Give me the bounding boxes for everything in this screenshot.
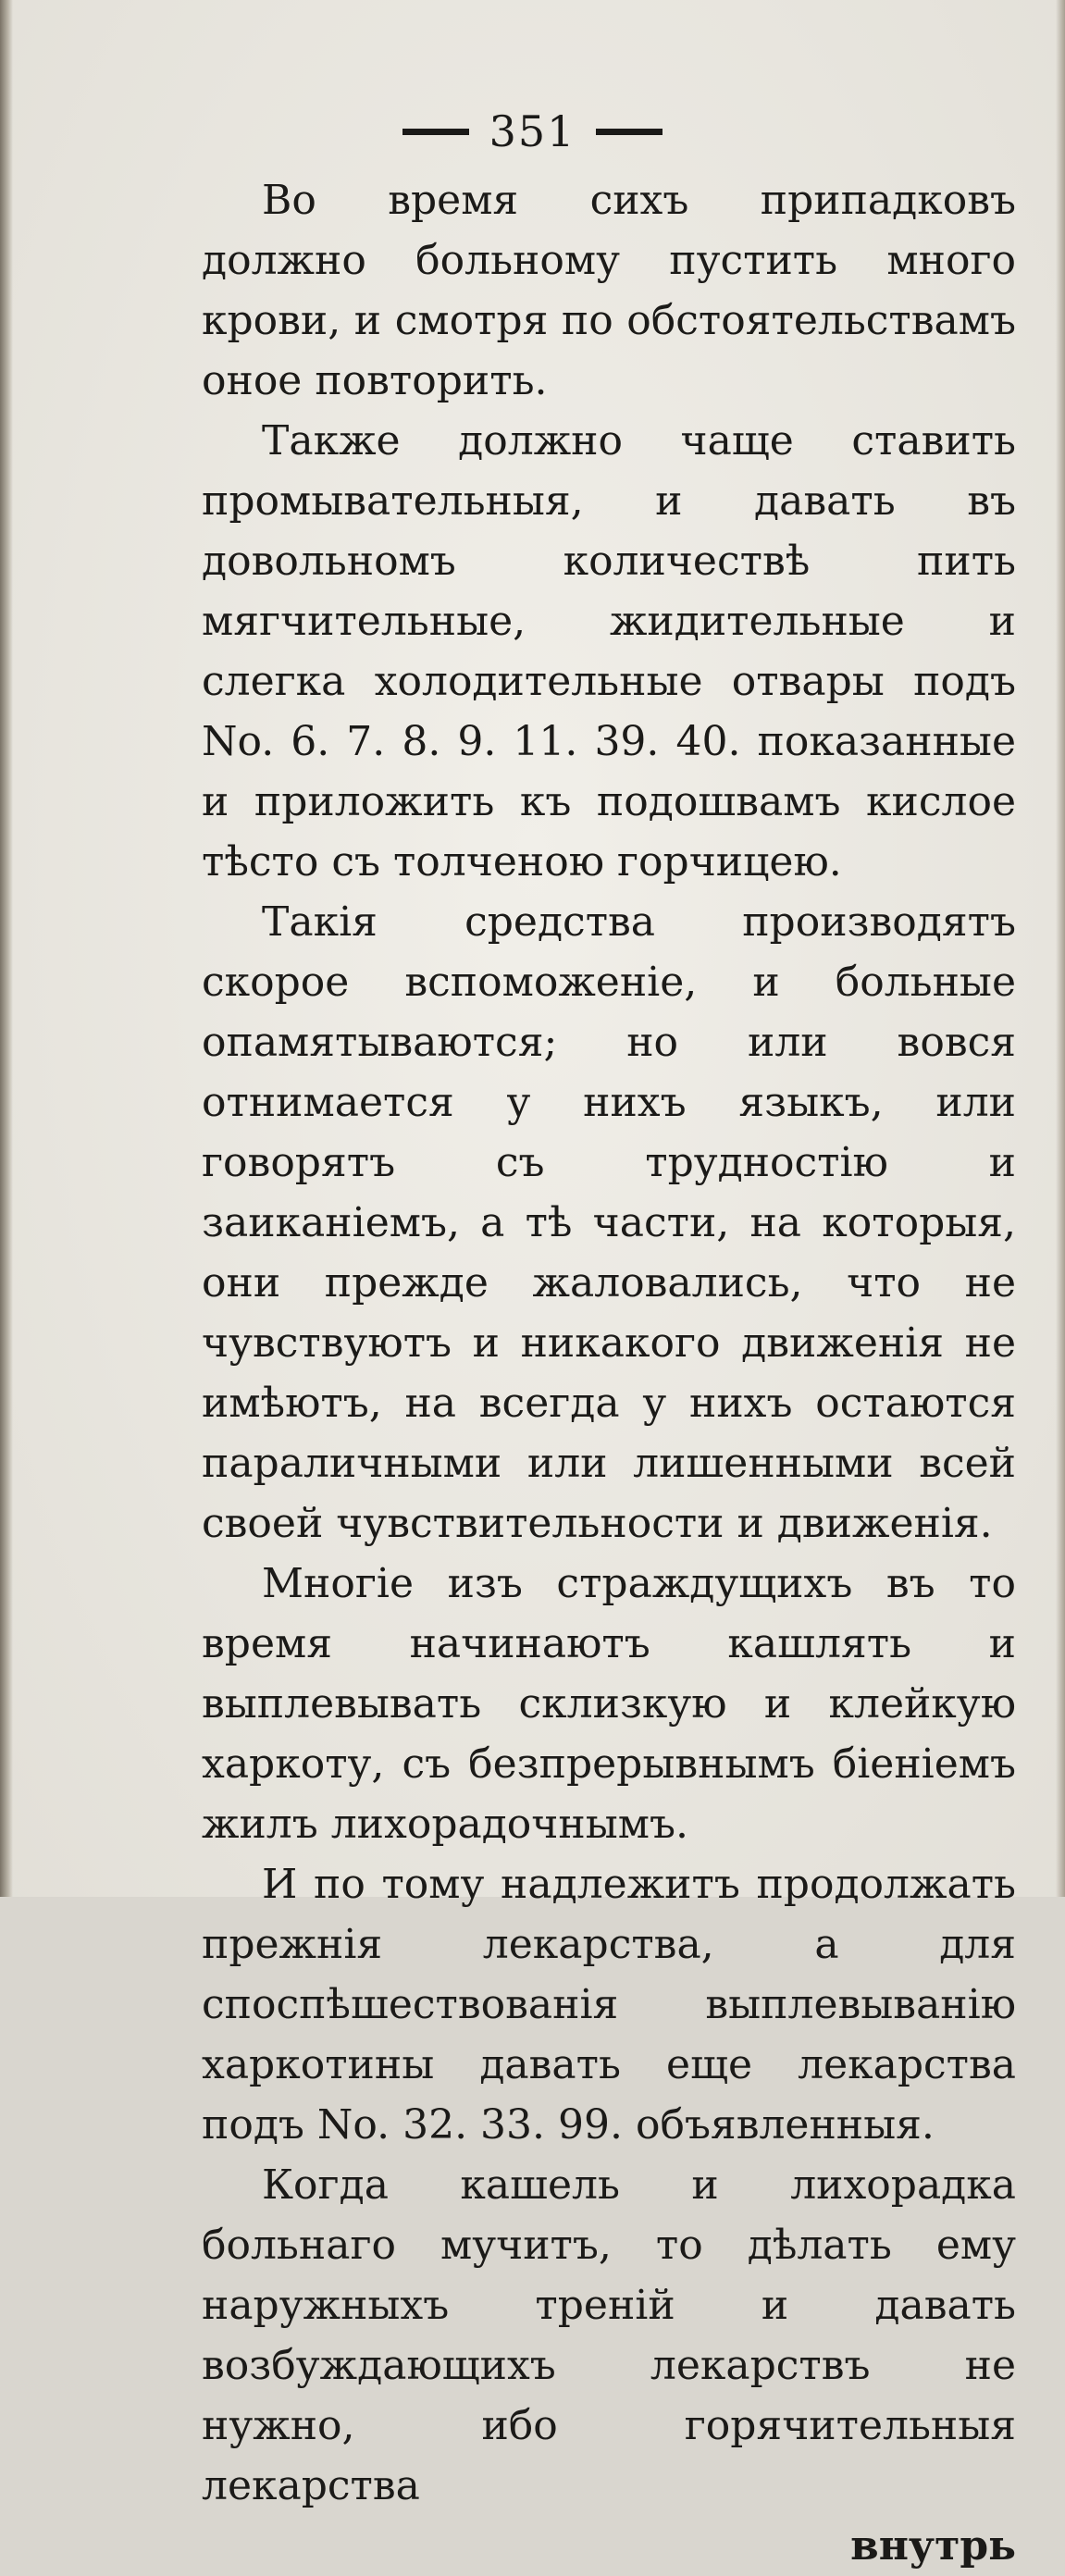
header-dash-left [402, 129, 469, 135]
paragraph-6: Когда кашель и лихорадка больнаго мучитъ, то дѣлать ему наружныхъ треній и давать возбуждающихъ лекарствъ не нужно, ибо горячительныя лекарства [202, 2161, 1016, 2509]
body-text [202, 170, 1016, 2576]
page-edge-right [1056, 0, 1065, 1897]
page-edge-shadow [0, 0, 13, 1897]
catchword: внутрь [850, 2522, 1016, 2570]
paragraph-3: Такія средства производятъ скорое вспоможеніе, и больные опамятываются; но или вовся отнимается у нихъ языкъ, или говорятъ съ трудностію и заиканіемъ, а тѣ части, на которыя, они прежде жаловались, что не чувствуютъ и никакого движенія не имѣютъ, на всегда у нихъ остаются параличными или лишенными всей своей чувствительности и движенія. [202, 898, 1016, 1547]
header-dash-right [596, 129, 663, 135]
paragraph-1: Во время сихъ припадковъ должно больному пустить много крови, и смотря по обстоятельствамъ оное повторить. [202, 177, 1016, 404]
paragraph-2: Также должно чаще ставить промывательныя, и давать въ довольномъ количествѣ пить мягчительные, жидительные и слегка холодительные отвары подъ No. 6. 7. 8. 9. 11. 39. 40. показанные и приложить къ подошвамъ кислое тѣсто съ толченою горчицею. [202, 417, 1016, 886]
page-header [0, 104, 1065, 159]
paragraph-4: Многіе изъ страждущихъ въ то время начинаютъ кашлять и выплевывать склизкую и клейкую харкоту, съ безпрерывнымъ біеніемъ жилъ лихорадочнымъ. [202, 1560, 1016, 1848]
paragraph-5: И по тому надлежитъ продолжать прежнія лекарства, а для споспѣшествованія выплевыванію харкотины давать еще лекарства подъ No. 32. 33. 99. объявленныя. [202, 1861, 1016, 2149]
page-number: 351 [489, 106, 576, 156]
